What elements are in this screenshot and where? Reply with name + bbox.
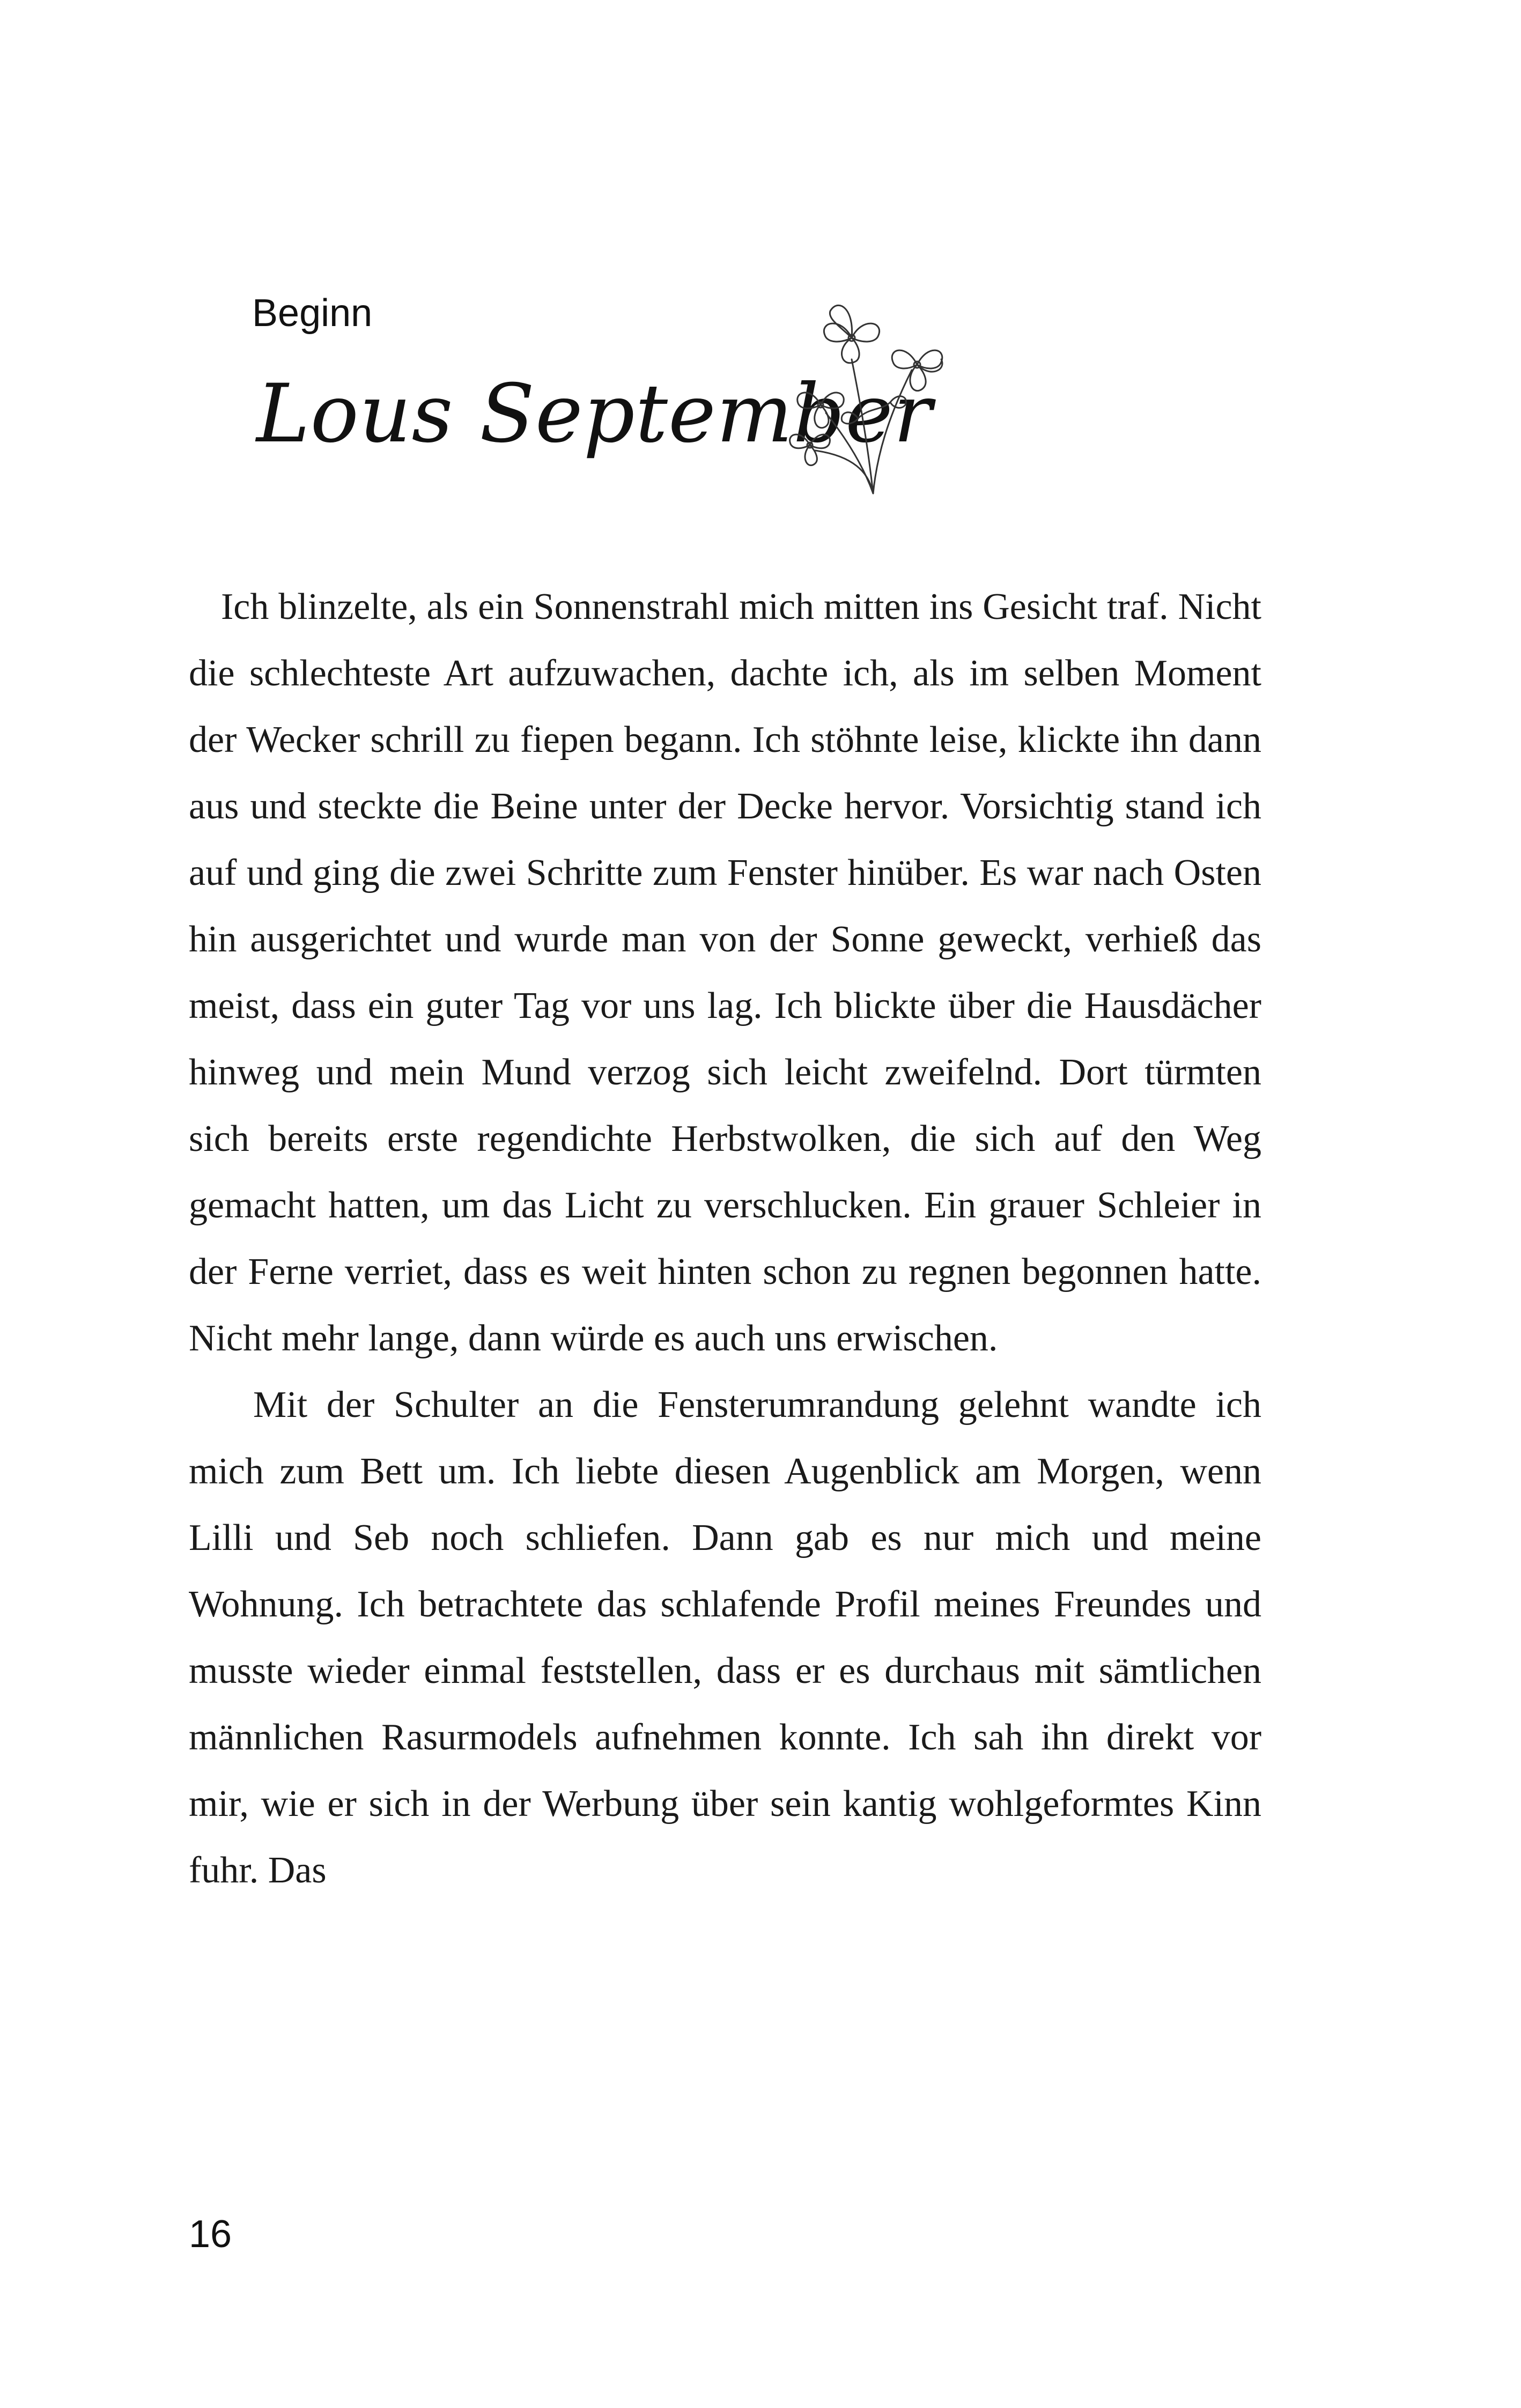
chapter-title: Lous September	[256, 367, 933, 461]
clover-bouquet-icon	[788, 279, 971, 504]
paragraph-1: Ich blinzelte, als ein Sonnenstrahl mich mitten ins Gesicht traf. Nicht die schlechteste Art aufzuwachen, dachte ich, als im selben Moment der Wecker schrill zu fiepen begann. Ich stöhnte leise, klickte ihn dann aus und steckte die Beine unter der Decke hervor. Vorsichtig stand ich auf und ging die zwei Schritte zum Fenster hinüber. Es war nach Osten hin ausgerichtet und wurde man von der Sonne geweckt, verhieß das meist, dass ein guter Tag vor uns lag. Ich blickte über die Hausdächer hinweg und mein Mund verzog sich leicht zweifelnd. Dort türmten sich bereits erste regendichte Herbstwolken, die sich auf den Weg gemacht hatten, um das Licht zu verschlucken. Ein grauer Schleier in der Ferne verriet, dass es weit hinten schon zu regnen begonnen hatte. Nicht mehr lange, dann würde es auch uns erwischen.	[189, 586, 1261, 1359]
section-label: Beginn	[252, 292, 373, 335]
paragraph-2: Mit der Schulter an die Fensterumrandung gelehnt wandte ich mich zum Bett um. Ich liebte diesen Augenblick am Morgen, wenn Lilli und Seb noch schliefen. Dann gab es nur mich und meine Wohnung. Ich betrachtete das schlafende Profil meines Freundes und musste wieder einmal feststellen, dass er es durchaus mit sämtlichen männlichen Rasurmodels aufnehmen konnte. Ich sah ihn direkt vor mir, wie er sich in der Werbung über sein kantig wohlgeformtes Kinn fuhr. Das	[189, 1384, 1261, 1891]
body-text	[189, 574, 1261, 1904]
page-number: 16	[189, 2213, 232, 2256]
